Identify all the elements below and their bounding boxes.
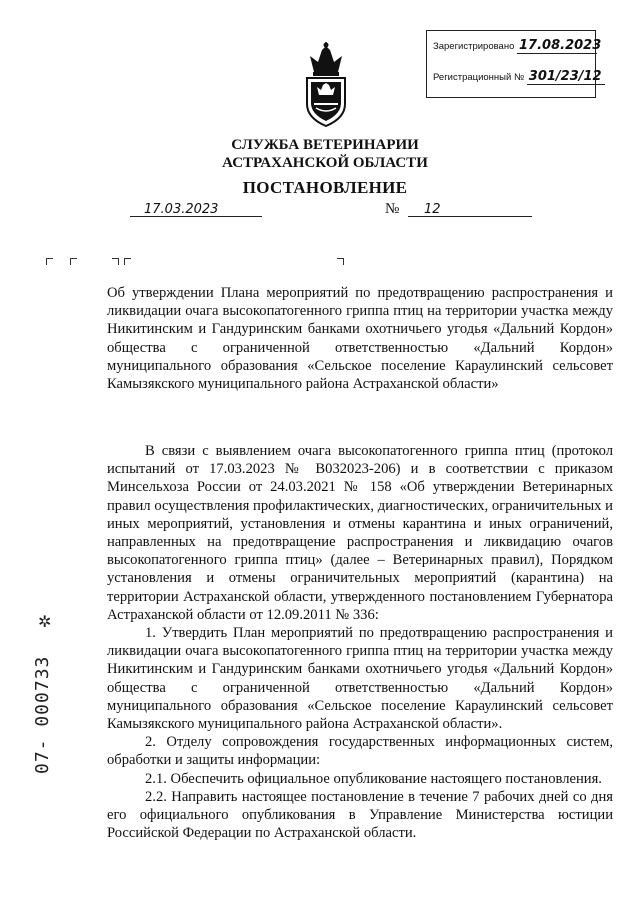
registration-number-row (433, 69, 605, 85)
document-type-title: ПОСТАНОВЛЕНИЕ (242, 178, 408, 197)
corner-bracket-top-left-2 (70, 258, 77, 265)
registration-date-row (433, 38, 602, 54)
number-sign: № (385, 201, 400, 217)
document-date: 17.03.2023 (144, 202, 219, 217)
document-subject: Об утверждении Плана мероприятий по предотвращению распространения и ликвидации очага высокопатогенного гриппа птиц на территории участка между Никитинским и Гандуринским банками охотничьего угодья «Дальний Кордон» общества с ограниченной ответственностью «Дальний Кордон» муниципального образования «Сельское поселение Караулинский сельсовет Камызякского муниципального района Астраханской области» (107, 285, 613, 393)
registration-number-value: 301/23/12 (528, 69, 602, 84)
item-2-paragraph: 2. Отделу сопровождения государственных информационных систем, обработки и защиты информации: (107, 734, 613, 769)
coat-of-arms-emblem (300, 42, 352, 128)
item-2-2-paragraph: 2.2. Направить настоящее постановление в течение 7 рабочих дней со дня его официального опубликования в Управление Министерства юстиции Российской Федерации по Астраханской области. (107, 788, 613, 842)
item-2-1-paragraph: 2.1. Обеспечить официальное опубликование настоящего постановления. (145, 770, 602, 787)
side-code-block (20, 620, 70, 780)
item-1-paragraph: 1. Утвердить План мероприятий по предотвращению распространения и ликвидации очага высокопатогенного гриппа птиц на территории участка между Никитинским и Гандуринским банками охотничьего угодья «Дальний Кордон» общества с ограниченной ответственностью «Дальний Кордон» муниципального образования «Сельское поселение Караулинский сельсовет Камызякского муниципального района Астраханской области». (107, 625, 613, 733)
document-body (107, 442, 613, 842)
corner-bracket-top-left-3 (124, 258, 131, 265)
org-name-line1: СЛУЖБА ВЕТЕРИНАРИИ (231, 137, 419, 153)
registration-stamp (426, 30, 602, 98)
document-number: 12 (424, 202, 441, 217)
registered-date: 17.08.2023 (519, 38, 602, 53)
preamble-paragraph: В связи с выявлением очага высокопатогенного гриппа птиц (протокол испытаний от 17.03.2023 № В032023-206) и в соответствии с приказом Минсельхоза России от 24.03.2021 № 158 «Об утверждении Ветеринарных правил осуществления профилактических, диагностических, ограничительных и иных мероприятий, установления и отмены карантина и иных ограничений, направленных на предотвращение распространения и ликвидацию очагов высокопатогенного гриппа птиц» (далее – Ветеринарных правил), Порядком установления и отмены ограничительных мероприятий (карантина) на территории Астраханской области, утвержденного постановлением Губернатора Астраханской области от 12.09.2011 № 336: (107, 443, 613, 623)
side-code: 07- 000733 (32, 655, 53, 774)
asterisk-mark-icon: ✲ (38, 614, 52, 631)
document-date-field (130, 200, 262, 217)
document-number-field (408, 200, 532, 217)
registration-number-label: Регистрационный № (433, 72, 525, 83)
corner-bracket-top-right-2 (337, 258, 344, 265)
org-name-line2: АСТРАХАНСКОЙ ОБЛАСТИ (222, 155, 428, 171)
corner-bracket-top-left (46, 258, 53, 265)
registered-label: Зарегистрировано (433, 41, 515, 52)
corner-bracket-top-right (112, 258, 119, 265)
